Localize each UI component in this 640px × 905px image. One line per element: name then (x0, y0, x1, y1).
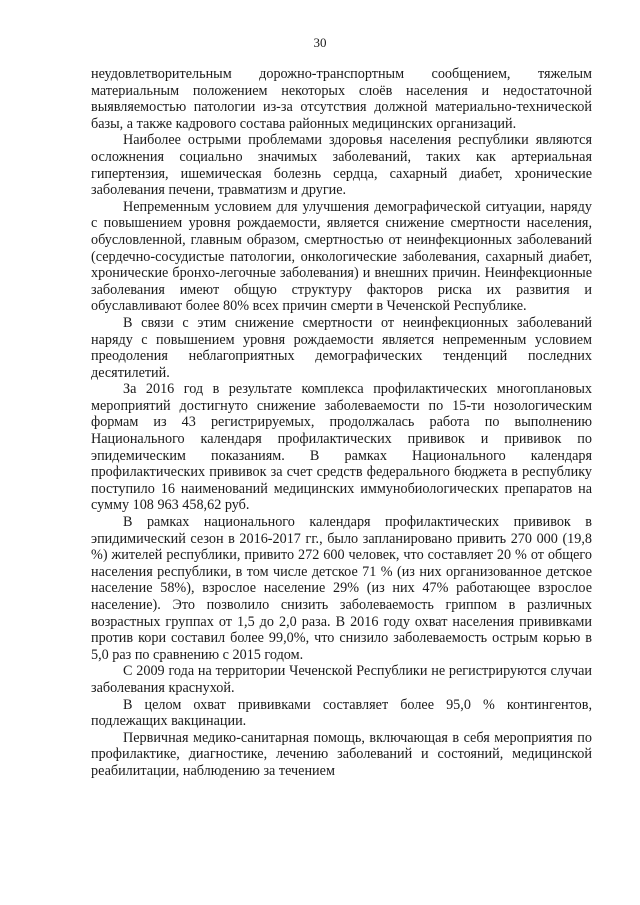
document-body (91, 66, 592, 780)
paragraph-demographic-condition: Непременным условием для улучшения демографической ситуации, наряду с повышением уровня рождаемости, является снижение смертности населения, обусловленной, главным образом, смертностью от неинфекционных заболеваний (сердечно-сосудистые патологии, онкологические заболевания, сахарный диабет, хронические бронхо-легочные заболевания) и внешних причин. Неинфекционные заболевания имеют общую структуру факторов риска их развития и обуславливают более 80% всех причин смерти в Чеченской Республике. (91, 198, 592, 315)
paragraph-mortality-reduction: В связи с этим снижение смертности от неинфекционных заболеваний наряду с повышением уровня рождаемости является непременным условием преодоления неблагоприятных демографических тенденций последних десятилетий. (91, 314, 592, 381)
paragraph-vaccination-coverage: В целом охват прививками составляет более 95,0 % контингентов, подлежащих вакцинации. (91, 696, 592, 730)
paragraph-primary-care: Первичная медико-санитарная помощь, включающая в себя мероприятия по профилактике, диагностике, лечению заболеваний и состояний, медицинской реабилитации, наблюдению за течением (91, 729, 592, 779)
paragraph-rubella: С 2009 года на территории Чеченской Республики не регистрируются случаи заболевания краснухой. (91, 663, 592, 696)
paragraph-vaccination-season: В рамках национального календаря профилактических прививок в эпидимический сезон в 2016-2017 гг., было запланировано привить 270 000 (19,8 %) жителей республики, привито 272 600 человек, что составляет 20 % от общего населения республики, в том числе детское 71 % (из них организованное детское население 58%), взрослое население 29% (из них 47% работающее взрослое население). Это позволило снизить заболеваемость гриппом в различных возрастных группах от 1,5 до 2,0 раза. В 2016 году охват населения прививками против кори составил более 99,0%, что снизило заболеваемость острым корью в 5,0 раз по сравнению с 2015 годом. (91, 514, 592, 663)
paragraph-health-problems: Наиболее острыми проблемами здоровья населения республики являются осложнения социально значимых заболеваний, таких как артериальная гипертензия, ишемическая болезнь сердца, сахарный диабет, хронические заболевания печени, травматизм и другие. (91, 132, 592, 199)
paragraph-2016-results: За 2016 год в результате комплекса профилактических многоплановых мероприятий достигнуто снижение заболеваемости по 15-ти нозологическим формам из 43 регистрируемых, продолжалась работа по выполнению Национального календаря профилактических прививок и прививок по эпидемическим показаниям. В рамках Национального календаря профилактических прививок за счет средств федерального бюджета в республику поступило 16 наименований медицинских иммунобиологических препаратов на сумму 108 963 458,62 руб. (91, 381, 592, 514)
paragraph-continuation: неудовлетворительным дорожно-транспортным сообщением, тяжелым материальным положением некоторых слоёв населения и недостаточной выявляемостью патологии из-за отсутствия должной материально-технической базы, а также кадрового состава районных медицинских организаций. (91, 66, 592, 132)
page-number: 30 (313, 35, 327, 50)
